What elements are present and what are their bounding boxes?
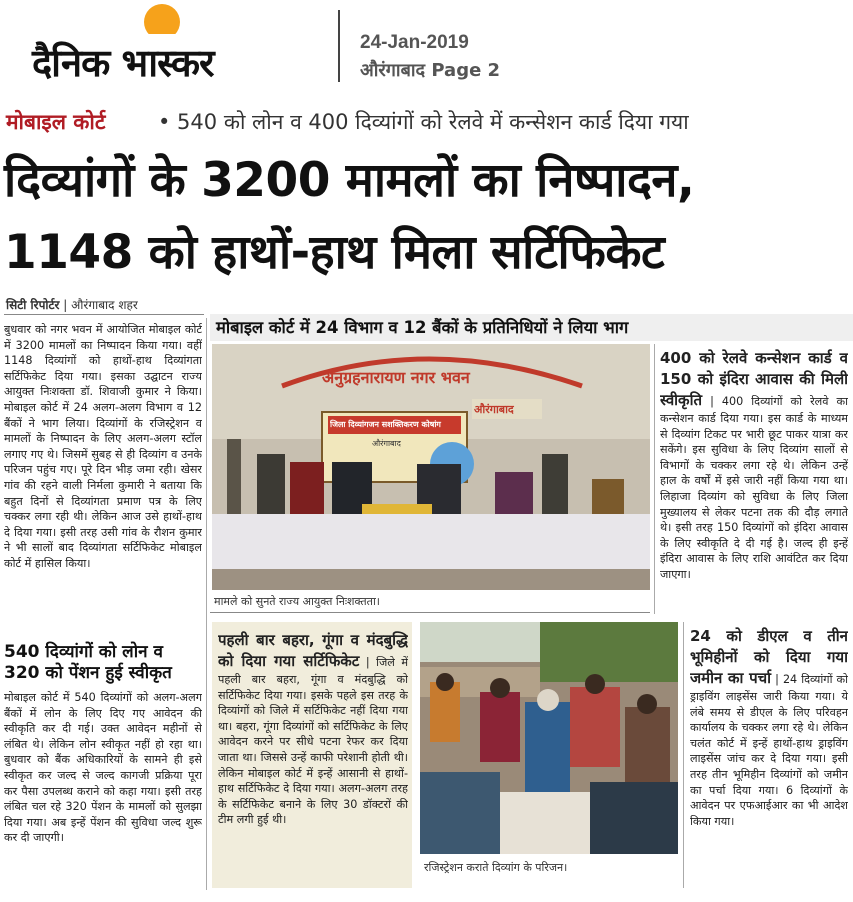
hall-banner: अनुग्रहनारायण नगर भवन <box>322 368 470 387</box>
stage-board-city: औरंगाबाद <box>372 439 401 448</box>
loan-body <box>4 690 202 886</box>
bottom-photo-caption: रजिस्ट्रेशन कराते दिव्यांग के परिजन। <box>424 861 568 874</box>
bottom-photo-illustration <box>420 622 678 854</box>
kicker: मोबाइल कोर्ट <box>6 110 106 134</box>
mid-sidebar-divider: | <box>365 656 377 669</box>
rail-card-divider: | <box>710 395 722 408</box>
rail-card-body: 400 दिव्यांगों को रेलवे का कन्सेशन कार्ड दिया गया। इस कार्ड के माध्यम से दिव्यांग टिकट पर भारी छूट पाकर यात्रा कर सकेंगे। इस सुविधा के लिए दिव्यांग सालों से विभागों के चक्कर लगा रहे थे। लेकिन उन्हें हाल के वर्षों में इसे जारी नहीं किया गया था। लिहाजा दिव्यांग को सुविधा के लिए जिला मुख्यालय से लेकर पटना तक की दौड़ लगाते थे। इसी तरह 150 दिव्यांगों को इंदिरा आवास के लिए स्वीकृति दे दी गई है। जल्द ही इन्हें इंदिरा आवास के लिए राशि आवंटित कर दिया जाएगा। <box>660 395 848 581</box>
byline-separator: | <box>63 298 72 312</box>
byline <box>6 296 138 313</box>
byline-rule <box>4 314 204 315</box>
dl-divider: | <box>775 673 783 686</box>
masthead-divider <box>338 10 340 82</box>
dl-section <box>690 626 848 888</box>
byline-reporter: सिटी रिपोर्टर <box>6 298 60 312</box>
column-rule-right-top <box>654 344 655 614</box>
loan-subhead: 540 दिव्यांगों को लोन व 320 को पेंशन हुई स्वीकृत <box>4 642 172 683</box>
masthead-logo[interactable]: दैनिक भास्कर <box>32 41 214 85</box>
stage-board: जिला दिव्यांगजन सशक्तिकरण कोषांग <box>330 420 441 429</box>
hall-banner-city: औरंगाबाद <box>474 403 514 416</box>
mid-sidebar-body: जिले में पहली बार बहरा, गूंगा व मंदबुद्धि को सर्टिफिकेट दिया गया। इसके पहले इस तरह के दिव्यांगों को जिले में सर्टिफिकेट नहीं दिया गया था। बहरा, गूंगा दिव्यांगों को सर्टिफिकेट के लिए आवेदन करने पर सीधे पटना रेफर कर दिया जाता था। जिससे उन्हें काफी परेशानी होती थी। लेकिन मोबाइल कोर्ट में इन्हें आसानी से हाथों-हाथ सर्टिफिकेट दे दिया गया। अलग-अलग तरह के सर्टिफिकेट बनाने के लिए 30 डॉक्टरों की टीम लगी हुई थी। <box>218 656 408 827</box>
photo-section-headline: मोबाइल कोर्ट में 24 विभाग व 12 बैंकों के प्रतिनिधियों ने लिया भाग <box>210 314 853 341</box>
column-rule-left <box>206 318 207 890</box>
mid-sidebar-content <box>218 630 408 886</box>
left-column-text: बुधवार को नगर भवन में आयोजित मोबाइल कोर्ट में 3200 मामलों का निष्पादन किया गया। वहीं 1148 दिव्यांगों को हाथों-हाथ दिव्यांगता सर्टिफिकेट दिया गया। इसका उद्घाटन राज्य आयुक्त निःशक्ता डॉ. शिवाजी कुमार ने किया। मोबाइल कोर्ट में 24 अलग-अलग विभाग व 12 बैंकों ने भाग लिया। दिव्यांगों के रजिस्ट्रेशन व मामलों के निष्पादन के लिए अलग-अलग स्टॉल लगाए गए थे। जिसमें सुबह से ही दिव्यांग व उनके परिजन पहुंच गए। पूरे दिन भीड़ जमा रही। खेसर गांव की रहने वाली निर्मला कुमारी ने बताया कि बहुत दिनों से दिव्यांगता प्रमाण पत्र के लिए चक्कर लगा रही थी। लेकिन आज उसे हाथों-हाथ दे दिया गया। इसी तरह उसी गांव के रौशन कुमार ने भी सालों बाद दिव्यांगता सर्टिफिकेट मोबाइल कोर्ट में हासिल किया। <box>4 323 202 570</box>
top-photo-caption: मामले को सुनते राज्य आयुक्त निःशक्तता। <box>214 595 380 608</box>
dl-head: 24 को डीएल व तीन भूमिहीनों को दिया गया जमीन का पर्चा <box>690 627 848 687</box>
subheadline: • 540 को लोन व 400 दिव्यांगों को रेलवे में कन्सेशन कार्ड दिया गया <box>158 110 689 134</box>
headline-line-2: 1148 को हाथों-हाथ मिला सर्टिफिकेट <box>4 225 665 280</box>
headline-line-1: दिव्यांगों के 3200 मामलों का निष्पादन, <box>4 153 695 208</box>
dl-body: 24 दिव्यांगों को ड्राइविंग लाइसेंस जारी किया गया। ये लंबे समय से डीएल के लिए परिवहन कार्यालय के चक्कर लगा रहे थे। लेकिन चलंत कोर्ट में इन्हें हाथों-हाथ ड्राइविंग लाइसेंस जांच कर दे दिया गया। इसी तरह तीन भूमिहीन दिव्यांगों को जमीन का पर्चा दिया गया। 6 दिव्यांगों के आवेदन पर एफआईआर का भी आदेश किया गया। <box>690 673 848 828</box>
bottom-photo[interactable] <box>420 622 678 854</box>
top-photo[interactable] <box>212 344 650 590</box>
loan-text: मोबाइल कोर्ट में 540 दिव्यांगों को अलग-अलग बैंकों में लोन के लिए दिए गए आवेदन की स्वीकृति कर दी गई। उक्त आवेदन महीनों से लंबित थे। लेकिन लोन स्वीकृत नहीं हो रहा था। बुधवार को बैंक अधिकारियों के सामने ही इसे स्वीकृत कर जल्द से जल्द कागजी प्रक्रिया पूरा कर पैसा उपलब्ध कराने को कहा गया। इसी तरह लंबित चल रहे 320 पेंशन के मामलों को सुलझा दिया गया। अब इन्हें पेंशन की सुविधा जल्द शुरू कर दी जाएगी। <box>4 691 202 845</box>
edition-page: औरंगाबाद Page 2 <box>360 60 501 81</box>
rail-card-section <box>660 348 848 616</box>
column-rule-right-bottom <box>683 622 684 888</box>
left-column-body <box>4 322 202 638</box>
rail-card-head: 400 को रेलवे कन्सेशन कार्ड व 150 को इंदिरा आवास की मिली स्वीकृति <box>660 349 848 409</box>
byline-place: औरंगाबाद शहर <box>71 298 138 312</box>
mid-sidebar-head: पहली बार बहरा, गूंगा व मंदबुद्धि को दिया गया सर्टिफिकेट <box>218 631 408 670</box>
caption-rule <box>210 612 650 613</box>
issue-date: 24-Jan-2019 <box>360 32 469 53</box>
